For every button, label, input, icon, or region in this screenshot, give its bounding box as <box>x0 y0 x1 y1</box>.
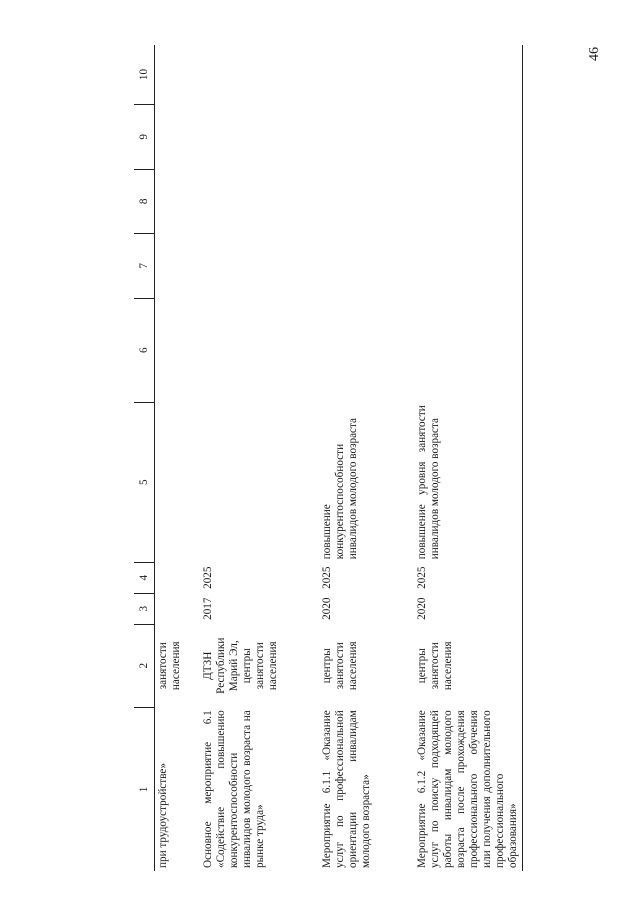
cell-end-year <box>155 562 200 593</box>
column-header: 6 <box>134 298 155 402</box>
cell-executor: занятости населения <box>157 641 182 691</box>
cell-measure: при трудоустройстве» <box>157 763 169 868</box>
table-header-row <box>134 45 155 871</box>
page-number: 46 <box>587 47 602 61</box>
cell-end-year: 2025 <box>321 566 333 589</box>
column-header: 3 <box>134 593 155 624</box>
table-row <box>199 45 317 871</box>
cell-measure: Мероприятие 6.1.1 «Оказание услуг по профессиональной ориентации инвалидам молодого возраста» <box>321 710 372 868</box>
cell-measure: Мероприятие 6.1.2 «Оказание услуг по поиску подходящей работы инвалидам молодого возраста после прохождения профессионального обучения или получения дополнительного профессионального образования» <box>416 710 519 868</box>
cell-result: повышение конкурентоспособности инвалидов молодого возраста <box>321 417 359 560</box>
table-row <box>155 45 200 871</box>
column-header: 4 <box>134 562 155 593</box>
cell-start-year <box>155 593 200 624</box>
cell-measure: Основное мероприятие 6.1 «Содействие повышению конкурентоспособности инвалидов молодого возраста на рынке труда» <box>202 710 266 868</box>
table-row <box>317 45 412 871</box>
cell-end-year: 2025 <box>202 566 214 589</box>
column-header: 7 <box>134 234 155 298</box>
table-row <box>412 45 523 871</box>
column-header: 9 <box>134 105 155 169</box>
column-header: 10 <box>134 45 155 105</box>
cell-start-year: 2020 <box>321 597 333 620</box>
column-header: 8 <box>134 169 155 233</box>
cell-result: повышение уровня занятости инвалидов молодого возраста <box>416 405 441 560</box>
cell-result <box>155 402 200 562</box>
cell-executor: центры занятости населения <box>416 641 454 691</box>
cell-result <box>199 402 317 562</box>
cell-end-year: 2025 <box>416 566 428 589</box>
column-header: 5 <box>134 402 155 562</box>
rotated-page-content <box>134 45 519 871</box>
cell-start-year: 2017 <box>202 597 214 620</box>
column-header: 2 <box>134 624 155 707</box>
cell-executor: центры занятости населения <box>321 641 359 691</box>
program-table <box>134 45 524 871</box>
cell-executor: ДТЗН Республики Марий Эл, центры занятости населения <box>202 637 279 694</box>
column-header: 1 <box>134 707 155 871</box>
table-end-rule <box>523 45 525 871</box>
cell-start-year: 2020 <box>416 597 428 620</box>
